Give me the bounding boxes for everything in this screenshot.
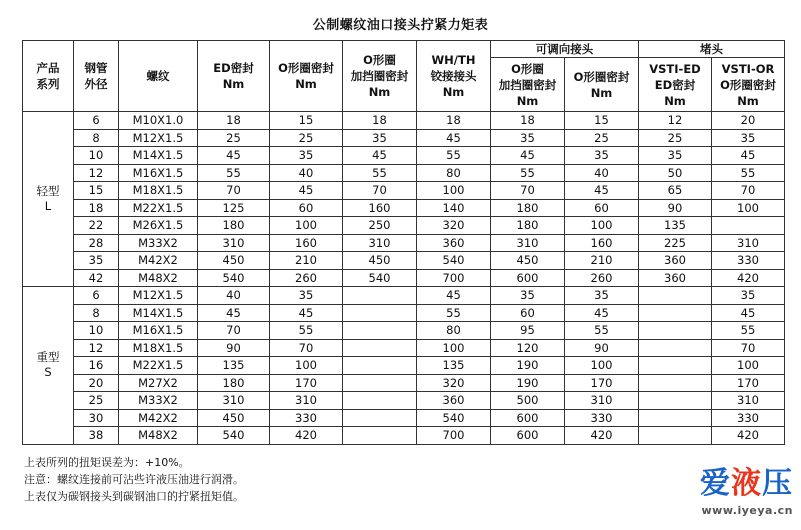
- table-cell: 40: [198, 287, 270, 305]
- table-header: [23, 41, 785, 112]
- table-cell: 45: [565, 304, 639, 322]
- table-cell: M18X1.5: [119, 339, 198, 357]
- table-cell: 160: [343, 199, 417, 217]
- table-cell: 30: [74, 409, 119, 427]
- table-cell: 135: [198, 357, 270, 375]
- table-cell: 330: [565, 409, 639, 427]
- table-cell: M33X2: [119, 234, 198, 252]
- table-cell: [343, 357, 417, 375]
- watermark: [700, 468, 793, 517]
- table-cell: 18: [491, 112, 565, 130]
- table-cell: 700: [417, 269, 491, 287]
- table-cell: [639, 427, 712, 445]
- table-cell: 45: [712, 304, 785, 322]
- table-cell: 310: [198, 392, 270, 410]
- table-cell: 70: [712, 182, 785, 200]
- table-cell: 310: [270, 392, 343, 410]
- table-cell: 35: [712, 287, 785, 305]
- table-cell: 55: [343, 164, 417, 182]
- table-row: [23, 164, 785, 182]
- table-cell: [639, 304, 712, 322]
- table-cell: 450: [198, 409, 270, 427]
- table-cell: 180: [491, 199, 565, 217]
- table-cell: 45: [565, 182, 639, 200]
- table-cell: [343, 374, 417, 392]
- table-cell: M27X2: [119, 374, 198, 392]
- header-thread: 螺纹: [119, 41, 198, 112]
- table-cell: 12: [74, 339, 119, 357]
- notes: [24, 454, 244, 505]
- table-cell: 25: [198, 129, 270, 147]
- table-row: [23, 252, 785, 270]
- table-cell: 18: [417, 112, 491, 130]
- table-row: [23, 287, 785, 305]
- table-cell: 310: [712, 234, 785, 252]
- table-cell: 28: [74, 234, 119, 252]
- table-cell: 70: [198, 182, 270, 200]
- watermark-url: www.iyeya.cn: [701, 504, 793, 517]
- table-cell: 310: [565, 392, 639, 410]
- table-cell: 25: [639, 129, 712, 147]
- table-cell: 35: [343, 129, 417, 147]
- table-cell: 60: [270, 199, 343, 217]
- table-cell: 6: [74, 287, 119, 305]
- table-cell: 55: [270, 322, 343, 340]
- table-cell: 70: [712, 339, 785, 357]
- table-cell: 40: [270, 164, 343, 182]
- table-cell: 12: [74, 164, 119, 182]
- table-cell: 360: [639, 252, 712, 270]
- table-cell: [343, 322, 417, 340]
- table-cell: 90: [565, 339, 639, 357]
- table-cell: 95: [491, 322, 565, 340]
- table-cell: 35: [270, 147, 343, 165]
- table-cell: 100: [417, 182, 491, 200]
- table-cell: 420: [712, 269, 785, 287]
- table-cell: 90: [198, 339, 270, 357]
- table-cell: 540: [417, 409, 491, 427]
- header-o-seal: O形圈密封 Nm: [270, 41, 343, 112]
- table-row: [23, 427, 785, 445]
- table-row: [23, 357, 785, 375]
- table-cell: 8: [74, 129, 119, 147]
- header-tube-od: 钢管 外径: [74, 41, 119, 112]
- table-cell: 160: [565, 234, 639, 252]
- table-cell: M22X1.5: [119, 199, 198, 217]
- table-cell: 20: [712, 112, 785, 130]
- table-cell: 55: [417, 304, 491, 322]
- table-cell: 180: [198, 374, 270, 392]
- table-cell: 320: [417, 217, 491, 235]
- table-cell: 35: [712, 129, 785, 147]
- table-cell: M10X1.0: [119, 112, 198, 130]
- table-cell: 330: [712, 252, 785, 270]
- table-cell: [712, 217, 785, 235]
- table-cell: 170: [712, 374, 785, 392]
- table-row: [23, 339, 785, 357]
- table-cell: 320: [417, 374, 491, 392]
- header-adj-o-backup: O形圈 加挡圈密封 Nm: [491, 58, 565, 112]
- table-cell: 210: [565, 252, 639, 270]
- table-cell: [639, 357, 712, 375]
- table-cell: 600: [491, 269, 565, 287]
- table-cell: 330: [712, 409, 785, 427]
- table-cell: 420: [565, 427, 639, 445]
- table-cell: 70: [270, 339, 343, 357]
- table-row: [23, 234, 785, 252]
- table-cell: 40: [565, 164, 639, 182]
- table-cell: 310: [343, 234, 417, 252]
- table-cell: 6: [74, 112, 119, 130]
- table-cell: 310: [491, 234, 565, 252]
- table-cell: 45: [198, 304, 270, 322]
- table-cell: 45: [270, 182, 343, 200]
- table-cell: 100: [270, 357, 343, 375]
- header-ed-seal: ED密封 Nm: [198, 41, 270, 112]
- table-cell: 55: [565, 322, 639, 340]
- table-cell: 60: [491, 304, 565, 322]
- table-cell: 45: [417, 287, 491, 305]
- table-cell: 35: [74, 252, 119, 270]
- table-cell: 120: [491, 339, 565, 357]
- table-cell: 90: [639, 199, 712, 217]
- table-cell: 210: [270, 252, 343, 270]
- table-cell: 45: [270, 304, 343, 322]
- table-cell: 16: [74, 357, 119, 375]
- table-body: [23, 112, 785, 445]
- table-cell: M14X1.5: [119, 147, 198, 165]
- table-title: 公制螺纹油口接头拧紧力矩表: [312, 18, 489, 33]
- table-cell: 250: [343, 217, 417, 235]
- table-cell: 12: [639, 112, 712, 130]
- table-cell: 45: [417, 129, 491, 147]
- table-cell: 225: [639, 234, 712, 252]
- table-row: [23, 199, 785, 217]
- table-cell: 55: [712, 322, 785, 340]
- table-row: [23, 409, 785, 427]
- table-cell: 42: [74, 269, 119, 287]
- table-cell: 55: [712, 164, 785, 182]
- table-cell: 50: [639, 164, 712, 182]
- table-cell: 260: [270, 269, 343, 287]
- table-cell: 420: [712, 427, 785, 445]
- table-cell: 540: [198, 427, 270, 445]
- table-cell: 260: [565, 269, 639, 287]
- table-cell: 100: [565, 357, 639, 375]
- table-cell: 420: [270, 427, 343, 445]
- table-cell: M48X2: [119, 427, 198, 445]
- table-cell: 35: [270, 287, 343, 305]
- table-cell: [639, 409, 712, 427]
- table-cell: 100: [565, 217, 639, 235]
- table-cell: [343, 304, 417, 322]
- table-cell: 35: [491, 287, 565, 305]
- table-cell: [343, 287, 417, 305]
- table-cell: 55: [491, 164, 565, 182]
- table-cell: 100: [417, 339, 491, 357]
- table-cell: M42X2: [119, 252, 198, 270]
- table-cell: 45: [712, 147, 785, 165]
- table-cell: M26X1.5: [119, 217, 198, 235]
- table-cell: M12X1.5: [119, 129, 198, 147]
- table-cell: 170: [565, 374, 639, 392]
- table-cell: 65: [639, 182, 712, 200]
- table-cell: [343, 339, 417, 357]
- table-cell: 45: [198, 147, 270, 165]
- table-cell: 180: [198, 217, 270, 235]
- header-adjustable-group: 可调向接头: [491, 41, 639, 58]
- torque-table: [22, 40, 785, 445]
- table-cell: 15: [270, 112, 343, 130]
- table-cell: 15: [565, 112, 639, 130]
- table-cell: 135: [639, 217, 712, 235]
- table-cell: 35: [565, 147, 639, 165]
- table-cell: 55: [198, 164, 270, 182]
- table-cell: 540: [343, 269, 417, 287]
- series-cell: 轻型 L: [23, 112, 74, 287]
- table-cell: 35: [639, 147, 712, 165]
- table-cell: [639, 287, 712, 305]
- table-row: [23, 217, 785, 235]
- table-cell: 190: [491, 374, 565, 392]
- table-cell: 8: [74, 304, 119, 322]
- table-cell: M33X2: [119, 392, 198, 410]
- header-adj-o-seal: O形圈密封 Nm: [565, 58, 639, 112]
- table-cell: M12X1.5: [119, 287, 198, 305]
- table-cell: 18: [198, 112, 270, 130]
- table-cell: 100: [712, 199, 785, 217]
- table-cell: 330: [270, 409, 343, 427]
- table-cell: [639, 322, 712, 340]
- table-cell: [639, 392, 712, 410]
- note-tolerance: 上表所列的扭矩误差为：+10%。: [24, 456, 190, 469]
- table-row: [23, 147, 785, 165]
- table-cell: 80: [417, 164, 491, 182]
- table-cell: 25: [74, 392, 119, 410]
- table-cell: 10: [74, 147, 119, 165]
- table-row: [23, 182, 785, 200]
- table-cell: 540: [417, 252, 491, 270]
- table-cell: M48X2: [119, 269, 198, 287]
- series-cell: 重型 S: [23, 287, 74, 445]
- table-cell: 18: [74, 199, 119, 217]
- table-cell: 55: [417, 147, 491, 165]
- table-cell: 700: [417, 427, 491, 445]
- table-cell: M42X2: [119, 409, 198, 427]
- table-cell: 100: [270, 217, 343, 235]
- table-row: [23, 129, 785, 147]
- table-cell: 310: [198, 234, 270, 252]
- table-cell: [343, 409, 417, 427]
- table-cell: 140: [417, 199, 491, 217]
- note-lubrication: 注意：螺纹连接前可沾些许液压油进行润滑。: [24, 473, 244, 486]
- table-cell: 310: [712, 392, 785, 410]
- table-cell: 160: [270, 234, 343, 252]
- table-cell: 18: [343, 112, 417, 130]
- header-o-backup: O形圈 加挡圈密封 Nm: [343, 41, 417, 112]
- header-whth: WH/TH 铰接接头 Nm: [417, 41, 491, 112]
- table-row: [23, 269, 785, 287]
- table-cell: 360: [639, 269, 712, 287]
- header-vsti-ed: VSTI-ED ED密封 Nm: [639, 58, 712, 112]
- table-row: [23, 112, 785, 130]
- table-cell: 25: [270, 129, 343, 147]
- table-cell: 450: [491, 252, 565, 270]
- table-row: [23, 304, 785, 322]
- table-cell: 600: [491, 409, 565, 427]
- table-cell: 540: [198, 269, 270, 287]
- table-cell: [639, 374, 712, 392]
- table-cell: 45: [343, 147, 417, 165]
- table-cell: 25: [565, 129, 639, 147]
- table-cell: 38: [74, 427, 119, 445]
- note-material: 上表仅为碳钢接头到碳钢油口的拧紧扭矩值。: [24, 490, 244, 503]
- table-cell: M14X1.5: [119, 304, 198, 322]
- table-cell: 100: [712, 357, 785, 375]
- table-cell: 70: [343, 182, 417, 200]
- table-cell: 600: [491, 427, 565, 445]
- table-cell: 125: [198, 199, 270, 217]
- table-cell: 80: [417, 322, 491, 340]
- table-cell: [343, 427, 417, 445]
- table-cell: 22: [74, 217, 119, 235]
- table-cell: 190: [491, 357, 565, 375]
- table-cell: 450: [198, 252, 270, 270]
- table-row: [23, 374, 785, 392]
- table-cell: 10: [74, 322, 119, 340]
- table-cell: M22X1.5: [119, 357, 198, 375]
- table-row: [23, 322, 785, 340]
- header-series: 产品 系列: [23, 41, 74, 112]
- table-cell: 45: [491, 147, 565, 165]
- table-row: [23, 392, 785, 410]
- table-cell: 60: [565, 199, 639, 217]
- table-cell: 450: [343, 252, 417, 270]
- table-cell: 360: [417, 234, 491, 252]
- table-cell: M16X1.5: [119, 164, 198, 182]
- header-plug-group: 堵头: [639, 41, 785, 58]
- table-cell: 15: [74, 182, 119, 200]
- table-cell: 70: [198, 322, 270, 340]
- table-cell: M16X1.5: [119, 322, 198, 340]
- table-cell: 360: [417, 392, 491, 410]
- header-vsti-or: VSTI-OR O形圈密封 Nm: [712, 58, 785, 112]
- table-cell: 35: [565, 287, 639, 305]
- table-cell: 500: [491, 392, 565, 410]
- table-cell: 70: [491, 182, 565, 200]
- table-cell: 20: [74, 374, 119, 392]
- table-cell: M18X1.5: [119, 182, 198, 200]
- table-cell: 35: [491, 129, 565, 147]
- watermark-logo: 爱液压: [700, 466, 793, 501]
- table-cell: 135: [417, 357, 491, 375]
- table-cell: 170: [270, 374, 343, 392]
- table-cell: 180: [491, 217, 565, 235]
- table-cell: [639, 339, 712, 357]
- table-cell: [343, 392, 417, 410]
